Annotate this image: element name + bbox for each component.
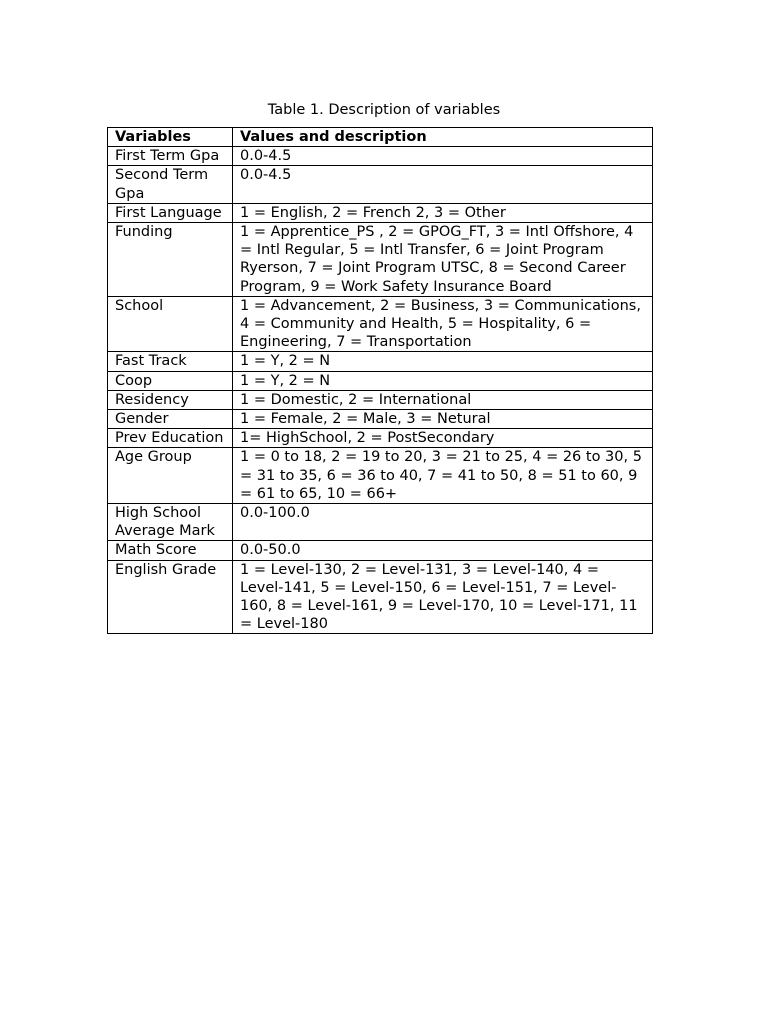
table-row bbox=[108, 166, 653, 203]
variable-name-cell: Second Term Gpa bbox=[108, 166, 233, 203]
variable-name-cell: Funding bbox=[108, 223, 233, 297]
table-row bbox=[108, 223, 653, 297]
variable-description-cell: 1 = Female, 2 = Male, 3 = Netural bbox=[233, 410, 653, 429]
header-variables: Variables bbox=[108, 128, 233, 147]
table-row bbox=[108, 147, 653, 166]
variable-description-cell: 1 = Y, 2 = N bbox=[233, 371, 653, 390]
table-row bbox=[108, 203, 653, 222]
variables-table bbox=[107, 127, 653, 634]
variable-name-cell: Coop bbox=[108, 371, 233, 390]
variable-description-cell: 0.0-100.0 bbox=[233, 504, 653, 541]
variable-description-cell: 0.0-50.0 bbox=[233, 541, 653, 560]
variable-description-cell: 0.0-4.5 bbox=[233, 147, 653, 166]
table-row bbox=[108, 429, 653, 448]
variable-name-cell: High School Average Mark bbox=[108, 504, 233, 541]
variable-name-cell: Age Group bbox=[108, 448, 233, 504]
variable-description-cell: 1 = Y, 2 = N bbox=[233, 352, 653, 371]
header-values-description: Values and description bbox=[233, 128, 653, 147]
variable-name-cell: First Language bbox=[108, 203, 233, 222]
table-row bbox=[108, 560, 653, 634]
table-row bbox=[108, 296, 653, 352]
variable-description-cell: 1 = Level-130, 2 = Level-131, 3 = Level-140, 4 = Level-141, 5 = Level-150, 6 = Level-151, 7 = Level-160, 8 = Level-161, 9 = Level-170, 10 = Level-171, 11 = Level-180 bbox=[233, 560, 653, 634]
variable-description-cell: 1 = Advancement, 2 = Business, 3 = Communications, 4 = Community and Health, 5 = Hospitality, 6 = Engineering, 7 = Transportation bbox=[233, 296, 653, 352]
variable-name-cell: Residency bbox=[108, 390, 233, 409]
variable-description-cell: 1 = 0 to 18, 2 = 19 to 20, 3 = 21 to 25, 4 = 26 to 30, 5 = 31 to 35, 6 = 36 to 40, 7 = 41 to 50, 8 = 51 to 60, 9 = 61 to 65, 10 = 66+ bbox=[233, 448, 653, 504]
table-header-row bbox=[108, 128, 653, 147]
table-row bbox=[108, 504, 653, 541]
table-row bbox=[108, 448, 653, 504]
variable-name-cell: Gender bbox=[108, 410, 233, 429]
variable-name-cell: English Grade bbox=[108, 560, 233, 634]
table-caption: Table 1. Description of variables bbox=[267, 102, 501, 118]
variable-description-cell: 0.0-4.5 bbox=[233, 166, 653, 203]
variable-description-cell: 1= HighSchool, 2 = PostSecondary bbox=[233, 429, 653, 448]
variable-description-cell: 1 = Domestic, 2 = International bbox=[233, 390, 653, 409]
variable-description-cell: 1 = English, 2 = French 2, 3 = Other bbox=[233, 203, 653, 222]
variable-name-cell: Prev Education bbox=[108, 429, 233, 448]
table-row bbox=[108, 390, 653, 409]
table-row bbox=[108, 352, 653, 371]
table-row bbox=[108, 410, 653, 429]
variable-name-cell: School bbox=[108, 296, 233, 352]
variable-name-cell: Math Score bbox=[108, 541, 233, 560]
variable-name-cell: First Term Gpa bbox=[108, 147, 233, 166]
variable-description-cell: 1 = Apprentice_PS , 2 = GPOG_FT, 3 = Intl Offshore, 4 = Intl Regular, 5 = Intl Transfer, 6 = Joint Program Ryerson, 7 = Joint Program UTSC, 8 = Second Career Program, 9 = Work Safety Insurance Board bbox=[233, 223, 653, 297]
table-row bbox=[108, 371, 653, 390]
variable-name-cell: Fast Track bbox=[108, 352, 233, 371]
table-row bbox=[108, 541, 653, 560]
